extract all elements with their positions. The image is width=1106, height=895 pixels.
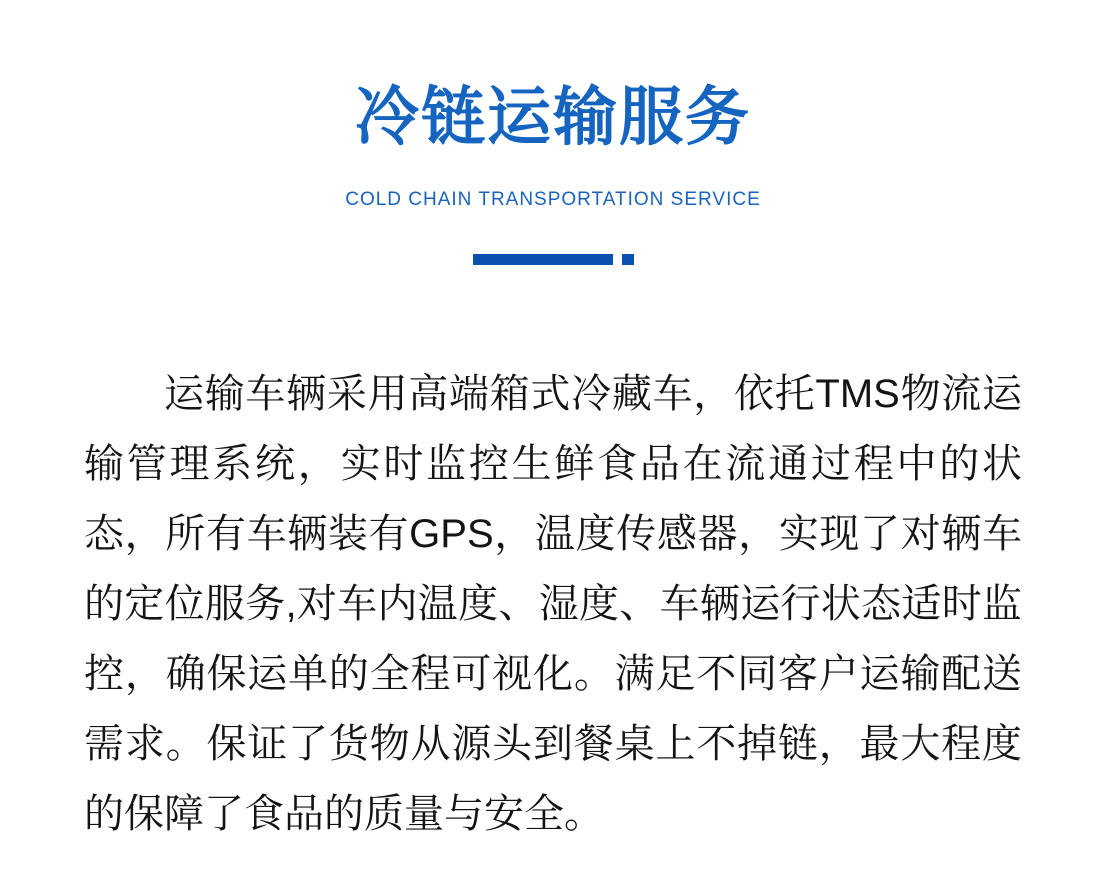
hero-section: [0, 0, 1106, 265]
page-subtitle: COLD CHAIN TRANSPORTATION SERVICE: [345, 189, 761, 211]
page-title: 冷链运输服务: [355, 81, 751, 153]
title-divider: [0, 254, 1106, 265]
divider-square: [622, 254, 634, 265]
service-description-paragraph: 运输车辆采用高端箱式冷藏车，依托TMS物流运输管理系统，实时监控生鲜食品在流通过程中的状态，所有车辆装有GPS，温度传感器，实现了对辆车的定位服务,对车内温度、湿度、车辆运行状态适时监控，确保运单的全程可视化。满足不同客户运输配送需求。保证了货物从源头到餐桌上不掉链，最大程度的保障了食品的质量与安全。: [84, 371, 1022, 836]
content-section: [84, 359, 1022, 849]
divider-bar: [473, 254, 613, 265]
